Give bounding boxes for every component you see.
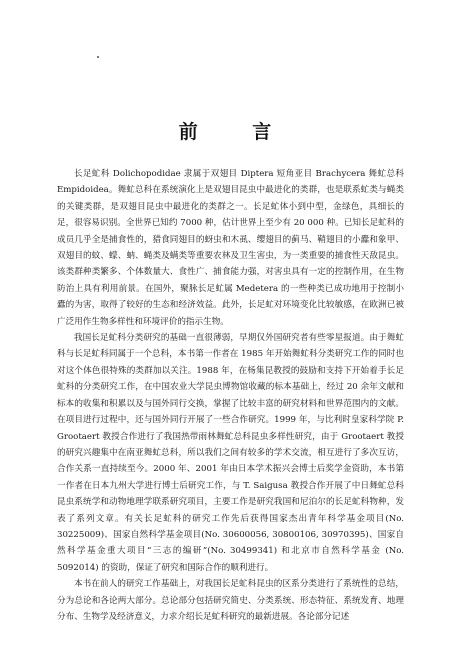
page-title: 前 言 bbox=[178, 121, 296, 143]
paragraph-1: 长足虻科 Dolichopodidae 隶属于双翅目 Diptera 短角亚目 Brachycera 舞虻总科 Empidoidea。舞虻总科在系统演化上是双翅目昆虫中最进化的类群，也是联系虻类与蝇类的关键类群，是双翅目昆虫中最进化的类群之一。长足虻体小到中型，金绿色，具细长的足，很容易识别。全世界已知约 7000 种，估计世界上至少有 20 000 种。已知长足虻科的成员几乎全是捕食性的，猎食同翅目的蚜虫和木虱、缨翅目的蓟马、鞘翅目的小蠹和象甲、双翅目的蚊、蠓、蚋、蝇类及螨类等重要农林及卫生害虫，为一类重要的捕食性天敌昆虫。该类群种类繁多、个体数量大、食性广、捕食能力强，对害虫具有一定的控制作用，在生物防治上具有利用前景。在国外，聚脉长足虻属 Medetera 的一些种类已成功地用于控制小蠹的为害，取得了较好的生态和经济效益。此外，长足虻对环境变化比较敏感，在欧洲已被广泛用作生物多样性和环境评价的指示生物。 bbox=[57, 169, 404, 327]
paragraph-3: 本书在前人的研究工作基础上，对我国长足虻科昆虫的区系分类进行了系统性的总结，分为总论和各论两大部分。总论部分包括研究简史、分类系统、形态特征、系统发育、地理分布、生物学及经济意义，力求介绍长足虻科研究的最新进展。各论部分记述 bbox=[57, 579, 404, 622]
stray-dot bbox=[97, 56, 99, 58]
preface-body bbox=[57, 166, 404, 625]
paragraph-2: 我国长足虻科分类研究的基础一直很薄弱，早期仅外国研究者有些零星报道。由于舞虻科与长足虻科同属于一个总科，本书第一作者在 1985 年开始舞虻科分类研究工作的同时也对这个体色很特殊的类群加以关注。1988 年，在杨集昆教授的鼓励和支持下开始着手长足虻科的分类研究工作，在中国农业大学昆虫博物馆收藏的标本基础上，经过 20 余年文献和标本的收集和积累以及与国外同行交换，掌握了比较丰富的研究材料和世界范围内的文献。在项目进行过程中，还与国外同行开展了一些合作研究。1999 年，与比利时皇家科学院 P. Grootaert 教授合作进行了我国热带雨林舞虻总科昆虫多样性研究，由于 Grootaert 教授的研究兴趣集中在南亚舞虻总科，所以我们之间有较多的学术交流，相互进行了多次互访，合作关系一直持续至今。2000 年、2001 年由日本学术振兴会博士后奖学金资助，本书第一作者在日本九州大学进行博士后研究工作，与 T. Saigusa 教授合作开展了中日舞虻总科昆虫系统学和动物地理学联系研究项目，主要工作是研究我国和尼泊尔的长足虻科物种，发表了系列文章。有关长足虻科的研究工作先后获得国家杰出青年科学基金项目(No. 30225009)、国家自然科学基金项目(No. 30600056, 30800106, 30970395)、国家自然科学基金重大项目“三志的编研”(No. 30499341) 和北京市自然科学基金 (No. 5092014) 的资助，保证了研究和国际合作的顺利进行。 bbox=[57, 333, 404, 573]
